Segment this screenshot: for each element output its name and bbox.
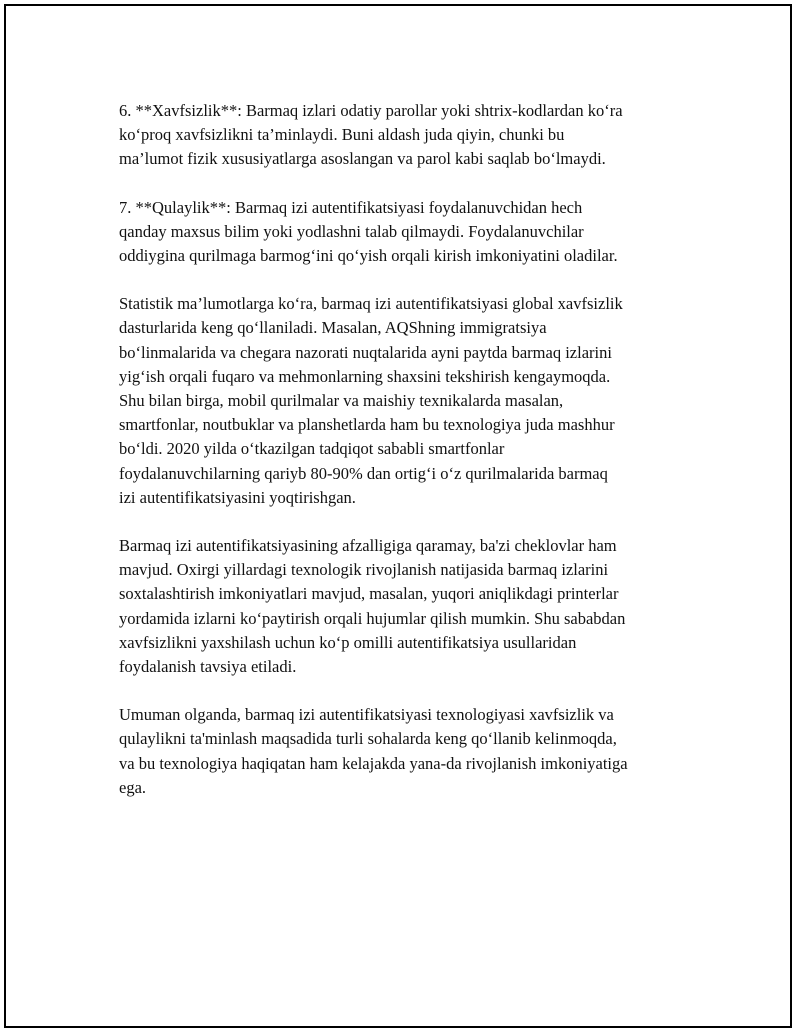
paragraph-statistics: Statistik ma’lumotlarga ko‘ra, barmaq izi autentifikatsiyasi global xavfsizlik dasturlarida keng qo‘llaniladi. Masalan, AQShning immigratsiya bo‘linmalarida va chegara nazorati nuqtalarida ayni paytda barmaq izlarini yig‘ish orqali fuqaro va mehmonlarning shaxsini tekshirish kengaymoqda. Shu bilan birga, mobil qurilmalar va maishiy texnikalarda masalan, smartfonlar, noutbuklar va planshetlarda ham bu texnologiya juda mashhur bo‘ldi. 2020 yilda o‘tkazilgan tadqiqot sababli smartfonlar foydalanuvchilarning qariyb 80-90% dan ortig‘i o‘z qurilmalarida barmaq izi autentifikatsiyasini yoqtirishgan. [119,294,623,507]
paragraph-security: 6. **Xavfsizlik**: Barmaq izlari odatiy parollar yoki shtrix-kodlardan ko‘ra ko‘proq xavfsizlikni ta’minlaydi. Buni aldash juda qiyin, chunki bu ma’lumot fizik xususiyatlarga asoslangan va parol kabi saqlab bo‘lmaydi. [119,101,623,169]
paragraph-limitations: Barmaq izi autentifikatsiyasining afzalligiga qaramay, ba'zi cheklovlar ham mavjud. Oxirgi yillardagi texnologik rivojlanish natijasida barmaq izlarini soxtalashtirish imkoniyatlari mavjud, masalan, yuqori aniqlikdagi printerlar yordamida izlarni ko‘paytirish orqali hujumlar qilish mumkin. Shu sababdan xavfsizlikni yaxshilash uchun ko‘p omilli autentifikatsiya usullaridan foydalanish tavsiya etiladi. [119,536,626,677]
paragraph-conclusion: Umuman olganda, barmaq izi autentifikatsiyasi texnologiyasi xavfsizlik va qulaylikni ta'minlash maqsadida turli sohalarda keng qo‘llanib kelinmoqda, va bu texnologiya haqiqatan ham kelajakda yana-da rivojlanish imkoniyatiga ega. [119,705,628,797]
document-page [4,4,792,1028]
paragraph-convenience: 7. **Qulaylik**: Barmaq izi autentifikatsiyasi foydalanuvchidan hech qanday maxsus bilim yoki yodlashni talab qilmaydi. Foydalanuvchilar oddiygina qurilmaga barmog‘ini qo‘yish orqali kirish imkoniyatini oladilar. [119,197,618,266]
document-body [119,99,699,824]
